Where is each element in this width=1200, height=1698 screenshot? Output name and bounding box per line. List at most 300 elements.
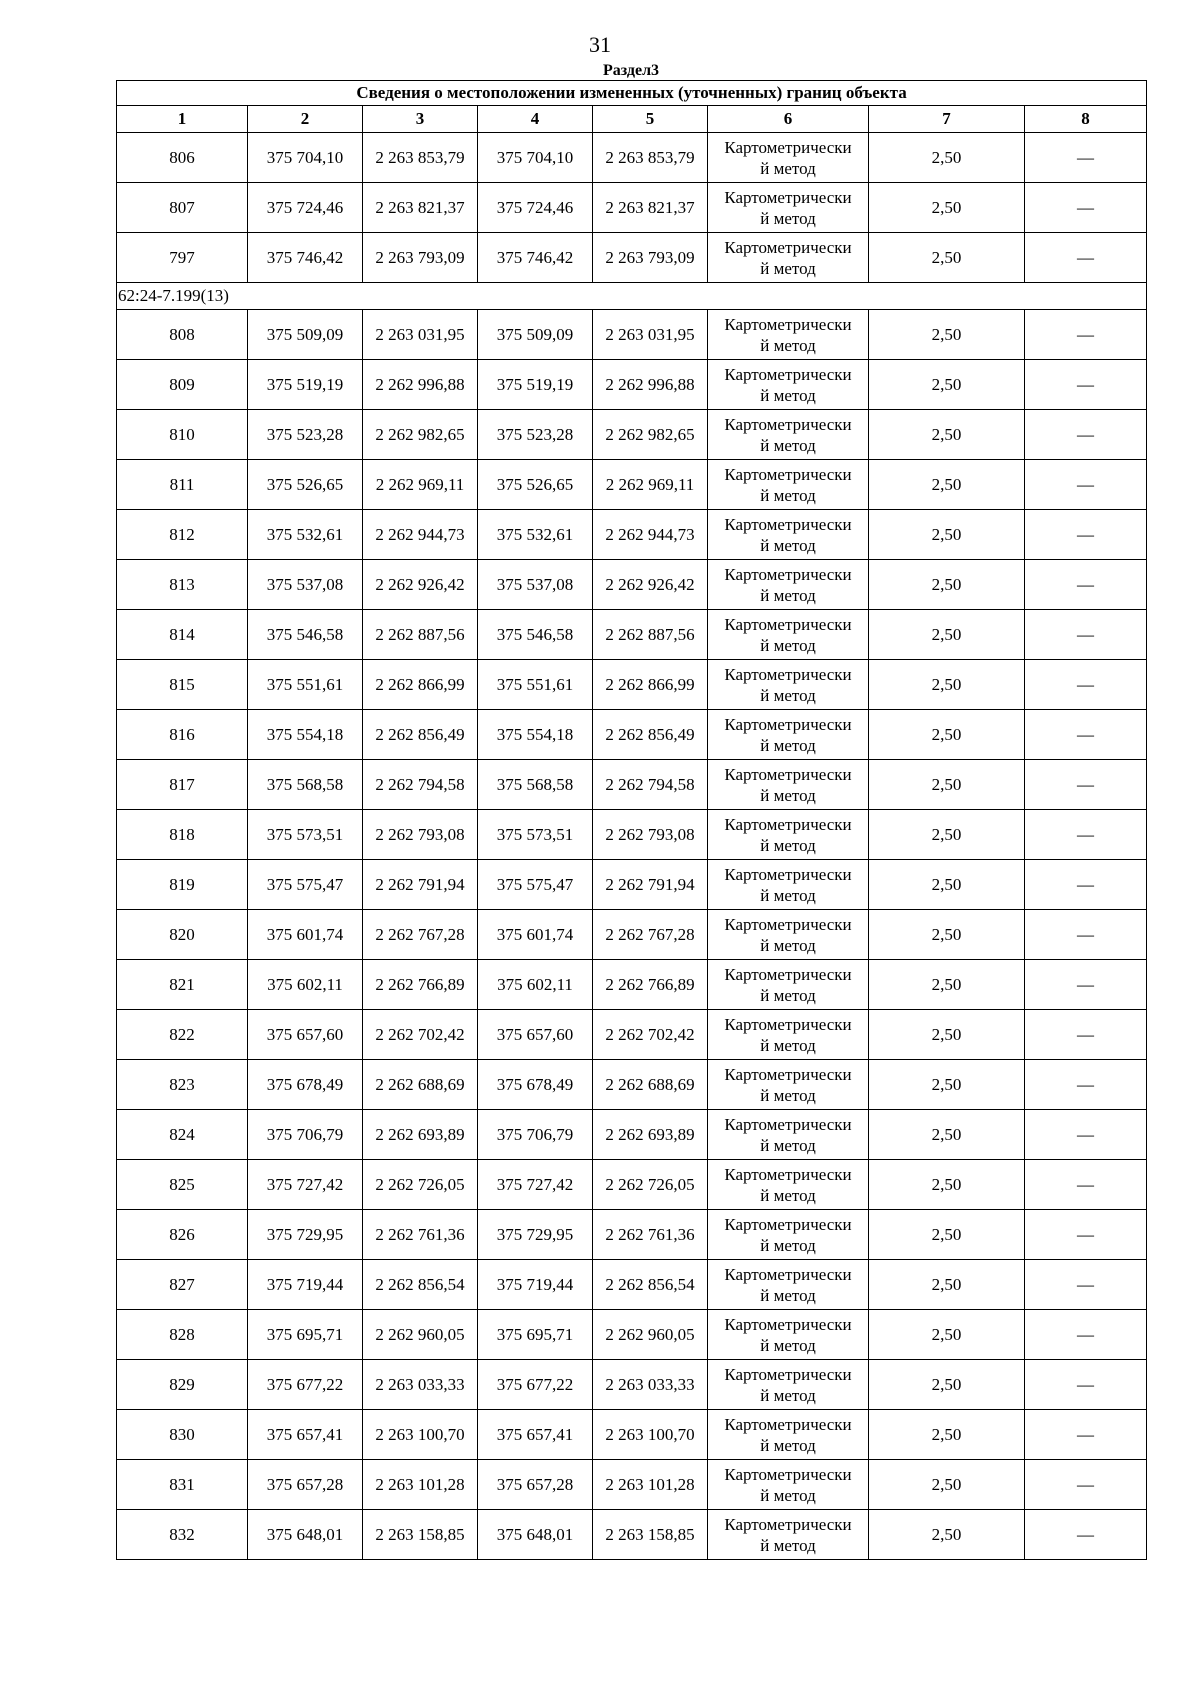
- y-new-cell: 2 262 960,05: [593, 1310, 708, 1360]
- method-line: Картометрически: [724, 237, 852, 257]
- accuracy-cell: 2,50: [869, 310, 1025, 360]
- y-existing-cell: 2 263 853,79: [363, 133, 478, 183]
- method-line: Картометрически: [724, 1364, 852, 1384]
- method-line: Картометрически: [724, 187, 852, 207]
- method-cell: [708, 810, 869, 860]
- y-new-cell: 2 262 856,54: [593, 1260, 708, 1310]
- column-number: 6: [708, 106, 869, 133]
- accuracy-cell: 2,50: [869, 360, 1025, 410]
- table-row: [117, 660, 1147, 710]
- x-existing-cell: 375 678,49: [248, 1060, 363, 1110]
- description-cell: —: [1025, 1410, 1147, 1460]
- y-existing-cell: 2 262 982,65: [363, 410, 478, 460]
- accuracy-cell: 2,50: [869, 1460, 1025, 1510]
- description-cell: —: [1025, 1060, 1147, 1110]
- x-new-cell: 375 523,28: [478, 410, 593, 460]
- method-line: й метод: [760, 1285, 816, 1305]
- table-row: [117, 1360, 1147, 1410]
- method-line: й метод: [760, 158, 816, 178]
- x-existing-cell: 375 727,42: [248, 1160, 363, 1210]
- y-existing-cell: 2 262 969,11: [363, 460, 478, 510]
- table-row: [117, 710, 1147, 760]
- x-existing-cell: 375 746,42: [248, 233, 363, 283]
- table-row: [117, 810, 1147, 860]
- y-new-cell: 2 262 794,58: [593, 760, 708, 810]
- y-new-cell: 2 262 944,73: [593, 510, 708, 560]
- y-new-cell: 2 262 866,99: [593, 660, 708, 710]
- x-new-cell: 375 602,11: [478, 960, 593, 1010]
- method-line: Картометрически: [724, 864, 852, 884]
- description-cell: —: [1025, 710, 1147, 760]
- y-existing-cell: 2 262 856,54: [363, 1260, 478, 1310]
- y-existing-cell: 2 262 767,28: [363, 910, 478, 960]
- point-number-cell: 822: [117, 1010, 248, 1060]
- description-cell: —: [1025, 1360, 1147, 1410]
- y-new-cell: 2 263 101,28: [593, 1460, 708, 1510]
- point-number-cell: 827: [117, 1260, 248, 1310]
- y-existing-cell: 2 262 688,69: [363, 1060, 478, 1110]
- method-line: Картометрически: [724, 964, 852, 984]
- method-line: Картометрически: [724, 914, 852, 934]
- x-existing-cell: 375 575,47: [248, 860, 363, 910]
- table-row: [117, 1510, 1147, 1560]
- x-new-cell: 375 554,18: [478, 710, 593, 760]
- table-caption: Сведения о местоположении измененных (уточненных) границ объекта: [117, 81, 1147, 106]
- x-new-cell: 375 551,61: [478, 660, 593, 710]
- method-line: Картометрически: [724, 1214, 852, 1234]
- description-cell: —: [1025, 810, 1147, 860]
- y-existing-cell: 2 263 100,70: [363, 1410, 478, 1460]
- point-number-cell: 829: [117, 1360, 248, 1410]
- table-row: [117, 1060, 1147, 1110]
- description-cell: —: [1025, 760, 1147, 810]
- x-existing-cell: 375 519,19: [248, 360, 363, 410]
- method-line: й метод: [760, 635, 816, 655]
- x-existing-cell: 375 602,11: [248, 960, 363, 1010]
- point-number-cell: 811: [117, 460, 248, 510]
- method-cell: [708, 860, 869, 910]
- accuracy-cell: 2,50: [869, 1210, 1025, 1260]
- point-number-cell: 821: [117, 960, 248, 1010]
- y-new-cell: 2 262 926,42: [593, 560, 708, 610]
- accuracy-cell: 2,50: [869, 610, 1025, 660]
- method-line: Картометрически: [724, 1064, 852, 1084]
- point-number-cell: 816: [117, 710, 248, 760]
- method-line: й метод: [760, 1085, 816, 1105]
- y-new-cell: 2 262 791,94: [593, 860, 708, 910]
- y-new-cell: 2 262 688,69: [593, 1060, 708, 1110]
- y-existing-cell: 2 263 821,37: [363, 183, 478, 233]
- method-line: й метод: [760, 585, 816, 605]
- x-existing-cell: 375 537,08: [248, 560, 363, 610]
- method-cell: [708, 460, 869, 510]
- description-cell: —: [1025, 910, 1147, 960]
- method-line: Картометрически: [724, 1114, 852, 1134]
- method-line: й метод: [760, 935, 816, 955]
- accuracy-cell: 2,50: [869, 1260, 1025, 1310]
- accuracy-cell: 2,50: [869, 660, 1025, 710]
- description-cell: —: [1025, 1510, 1147, 1560]
- method-line: Картометрически: [724, 314, 852, 334]
- x-existing-cell: 375 554,18: [248, 710, 363, 760]
- y-existing-cell: 2 263 033,33: [363, 1360, 478, 1410]
- method-line: й метод: [760, 685, 816, 705]
- x-new-cell: 375 657,60: [478, 1010, 593, 1060]
- method-cell: [708, 710, 869, 760]
- point-number-cell: 818: [117, 810, 248, 860]
- point-number-cell: 813: [117, 560, 248, 610]
- y-existing-cell: 2 262 793,08: [363, 810, 478, 860]
- method-line: Картометрически: [724, 464, 852, 484]
- description-cell: —: [1025, 133, 1147, 183]
- table-row: [117, 910, 1147, 960]
- accuracy-cell: 2,50: [869, 133, 1025, 183]
- y-existing-cell: 2 262 944,73: [363, 510, 478, 560]
- table-row: [117, 860, 1147, 910]
- method-line: Картометрически: [724, 1264, 852, 1284]
- y-new-cell: 2 263 033,33: [593, 1360, 708, 1410]
- accuracy-cell: 2,50: [869, 233, 1025, 283]
- table-row: [117, 510, 1147, 560]
- table-row: [117, 1260, 1147, 1310]
- table-row: [117, 960, 1147, 1010]
- x-existing-cell: 375 704,10: [248, 133, 363, 183]
- x-new-cell: 375 526,65: [478, 460, 593, 510]
- method-cell: [708, 360, 869, 410]
- point-number-cell: 831: [117, 1460, 248, 1510]
- y-existing-cell: 2 262 926,42: [363, 560, 478, 610]
- accuracy-cell: 2,50: [869, 560, 1025, 610]
- x-new-cell: 375 575,47: [478, 860, 593, 910]
- accuracy-cell: 2,50: [869, 1110, 1025, 1160]
- table-row: [117, 133, 1147, 183]
- point-number-cell: 814: [117, 610, 248, 660]
- method-cell: [708, 133, 869, 183]
- x-existing-cell: 375 532,61: [248, 510, 363, 560]
- x-new-cell: 375 704,10: [478, 133, 593, 183]
- method-line: й метод: [760, 335, 816, 355]
- description-cell: —: [1025, 1460, 1147, 1510]
- method-line: Картометрически: [724, 414, 852, 434]
- method-cell: [708, 1010, 869, 1060]
- method-cell: [708, 1310, 869, 1360]
- x-existing-cell: 375 657,41: [248, 1410, 363, 1460]
- x-existing-cell: 375 601,74: [248, 910, 363, 960]
- x-new-cell: 375 724,46: [478, 183, 593, 233]
- method-line: Картометрически: [724, 1164, 852, 1184]
- table-row: [117, 1460, 1147, 1510]
- point-number-cell: 820: [117, 910, 248, 960]
- y-existing-cell: 2 262 996,88: [363, 360, 478, 410]
- method-cell: [708, 910, 869, 960]
- point-number-cell: 810: [117, 410, 248, 460]
- x-new-cell: 375 532,61: [478, 510, 593, 560]
- method-line: Картометрически: [724, 714, 852, 734]
- x-existing-cell: 375 706,79: [248, 1110, 363, 1160]
- accuracy-cell: 2,50: [869, 760, 1025, 810]
- y-new-cell: 2 263 158,85: [593, 1510, 708, 1560]
- y-existing-cell: 2 262 766,89: [363, 960, 478, 1010]
- method-line: й метод: [760, 1435, 816, 1455]
- point-number-cell: 809: [117, 360, 248, 410]
- x-new-cell: 375 729,95: [478, 1210, 593, 1260]
- method-cell: [708, 660, 869, 710]
- page-number: 31: [589, 32, 611, 57]
- method-line: Картометрически: [724, 364, 852, 384]
- table-row: [117, 1160, 1147, 1210]
- y-new-cell: 2 262 969,11: [593, 460, 708, 510]
- method-line: Картометрически: [724, 514, 852, 534]
- method-line: й метод: [760, 1235, 816, 1255]
- y-existing-cell: 2 262 866,99: [363, 660, 478, 710]
- method-line: Картометрически: [724, 1414, 852, 1434]
- y-existing-cell: 2 262 856,49: [363, 710, 478, 760]
- accuracy-cell: 2,50: [869, 510, 1025, 560]
- column-number: 1: [117, 106, 248, 133]
- y-new-cell: 2 262 702,42: [593, 1010, 708, 1060]
- table-row: [117, 183, 1147, 233]
- x-new-cell: 375 601,74: [478, 910, 593, 960]
- table-row: [117, 410, 1147, 460]
- x-new-cell: 375 519,19: [478, 360, 593, 410]
- x-existing-cell: 375 695,71: [248, 1310, 363, 1360]
- x-existing-cell: 375 729,95: [248, 1210, 363, 1260]
- point-number-cell: 808: [117, 310, 248, 360]
- method-cell: [708, 1410, 869, 1460]
- column-number: 7: [869, 106, 1025, 133]
- y-new-cell: 2 263 821,37: [593, 183, 708, 233]
- method-line: й метод: [760, 885, 816, 905]
- table-row: [117, 1110, 1147, 1160]
- description-cell: —: [1025, 233, 1147, 283]
- x-existing-cell: 375 657,28: [248, 1460, 363, 1510]
- x-existing-cell: 375 526,65: [248, 460, 363, 510]
- y-existing-cell: 2 262 761,36: [363, 1210, 478, 1260]
- method-line: Картометрически: [724, 1314, 852, 1334]
- accuracy-cell: 2,50: [869, 860, 1025, 910]
- accuracy-cell: 2,50: [869, 1310, 1025, 1360]
- y-existing-cell: 2 262 794,58: [363, 760, 478, 810]
- description-cell: —: [1025, 183, 1147, 233]
- description-cell: —: [1025, 1010, 1147, 1060]
- y-existing-cell: 2 263 793,09: [363, 233, 478, 283]
- point-number-cell: 797: [117, 233, 248, 283]
- method-line: й метод: [760, 385, 816, 405]
- method-cell: [708, 233, 869, 283]
- description-cell: —: [1025, 610, 1147, 660]
- method-line: й метод: [760, 485, 816, 505]
- column-number-row: [117, 106, 1147, 133]
- x-new-cell: 375 695,71: [478, 1310, 593, 1360]
- y-new-cell: 2 263 100,70: [593, 1410, 708, 1460]
- x-new-cell: 375 727,42: [478, 1160, 593, 1210]
- description-cell: —: [1025, 510, 1147, 560]
- y-existing-cell: 2 263 031,95: [363, 310, 478, 360]
- table-row: [117, 760, 1147, 810]
- description-cell: —: [1025, 660, 1147, 710]
- point-number-cell: 815: [117, 660, 248, 710]
- x-new-cell: 375 568,58: [478, 760, 593, 810]
- table-row: [117, 1310, 1147, 1360]
- method-cell: [708, 560, 869, 610]
- table-row: [117, 460, 1147, 510]
- description-cell: —: [1025, 960, 1147, 1010]
- boundary-coordinates-table: [116, 80, 1147, 1560]
- point-number-cell: 825: [117, 1160, 248, 1210]
- x-new-cell: 375 573,51: [478, 810, 593, 860]
- method-cell: [708, 960, 869, 1010]
- y-existing-cell: 2 262 887,56: [363, 610, 478, 660]
- method-line: Картометрически: [724, 564, 852, 584]
- y-new-cell: 2 262 982,65: [593, 410, 708, 460]
- y-new-cell: 2 262 996,88: [593, 360, 708, 410]
- accuracy-cell: 2,50: [869, 410, 1025, 460]
- y-new-cell: 2 262 856,49: [593, 710, 708, 760]
- method-line: й метод: [760, 1035, 816, 1055]
- method-line: й метод: [760, 1135, 816, 1155]
- method-line: Картометрически: [724, 814, 852, 834]
- description-cell: —: [1025, 410, 1147, 460]
- section-label: Раздел3: [602, 62, 660, 79]
- y-new-cell: 2 262 726,05: [593, 1160, 708, 1210]
- column-number: 8: [1025, 106, 1147, 133]
- accuracy-cell: 2,50: [869, 910, 1025, 960]
- table-row: [117, 1210, 1147, 1260]
- method-line: Картометрически: [724, 764, 852, 784]
- method-line: й метод: [760, 1335, 816, 1355]
- table-row: [117, 360, 1147, 410]
- description-cell: —: [1025, 360, 1147, 410]
- method-cell: [708, 1460, 869, 1510]
- accuracy-cell: 2,50: [869, 1410, 1025, 1460]
- description-cell: —: [1025, 1310, 1147, 1360]
- x-existing-cell: 375 551,61: [248, 660, 363, 710]
- point-number-cell: 826: [117, 1210, 248, 1260]
- method-line: й метод: [760, 208, 816, 228]
- table-row: [117, 310, 1147, 360]
- method-line: й метод: [760, 835, 816, 855]
- x-existing-cell: 375 509,09: [248, 310, 363, 360]
- y-existing-cell: 2 262 693,89: [363, 1110, 478, 1160]
- table-row: [117, 610, 1147, 660]
- accuracy-cell: 2,50: [869, 460, 1025, 510]
- y-existing-cell: 2 262 726,05: [363, 1160, 478, 1210]
- y-new-cell: 2 262 761,36: [593, 1210, 708, 1260]
- method-line: й метод: [760, 435, 816, 455]
- point-number-cell: 812: [117, 510, 248, 560]
- x-new-cell: 375 678,49: [478, 1060, 593, 1110]
- method-cell: [708, 1360, 869, 1410]
- column-number: 3: [363, 106, 478, 133]
- description-cell: —: [1025, 310, 1147, 360]
- x-new-cell: 375 546,58: [478, 610, 593, 660]
- table-row: [117, 1410, 1147, 1460]
- group-row: [117, 283, 1147, 310]
- point-number-cell: 824: [117, 1110, 248, 1160]
- column-number: 4: [478, 106, 593, 133]
- method-cell: [708, 310, 869, 360]
- method-line: й метод: [760, 1385, 816, 1405]
- method-cell: [708, 1210, 869, 1260]
- method-line: Картометрически: [724, 137, 852, 157]
- column-number: 2: [248, 106, 363, 133]
- description-cell: —: [1025, 560, 1147, 610]
- x-new-cell: 375 746,42: [478, 233, 593, 283]
- method-line: й метод: [760, 785, 816, 805]
- x-existing-cell: 375 724,46: [248, 183, 363, 233]
- method-line: й метод: [760, 735, 816, 755]
- method-line: й метод: [760, 258, 816, 278]
- x-existing-cell: 375 568,58: [248, 760, 363, 810]
- description-cell: —: [1025, 1210, 1147, 1260]
- x-existing-cell: 375 719,44: [248, 1260, 363, 1310]
- y-existing-cell: 2 262 702,42: [363, 1010, 478, 1060]
- x-new-cell: 375 657,28: [478, 1460, 593, 1510]
- table-row: [117, 233, 1147, 283]
- accuracy-cell: 2,50: [869, 183, 1025, 233]
- y-new-cell: 2 262 793,08: [593, 810, 708, 860]
- x-existing-cell: 375 657,60: [248, 1010, 363, 1060]
- accuracy-cell: 2,50: [869, 710, 1025, 760]
- point-number-cell: 823: [117, 1060, 248, 1110]
- y-existing-cell: 2 262 960,05: [363, 1310, 478, 1360]
- table-row: [117, 1010, 1147, 1060]
- accuracy-cell: 2,50: [869, 1010, 1025, 1060]
- method-cell: [708, 760, 869, 810]
- method-line: й метод: [760, 985, 816, 1005]
- x-new-cell: 375 719,44: [478, 1260, 593, 1310]
- point-number-cell: 819: [117, 860, 248, 910]
- accuracy-cell: 2,50: [869, 1360, 1025, 1410]
- cadastral-group-label: 62:24-7.199(13): [117, 283, 1147, 310]
- x-existing-cell: 375 677,22: [248, 1360, 363, 1410]
- method-line: й метод: [760, 535, 816, 555]
- point-number-cell: 830: [117, 1410, 248, 1460]
- point-number-cell: 807: [117, 183, 248, 233]
- y-existing-cell: 2 262 791,94: [363, 860, 478, 910]
- description-cell: —: [1025, 460, 1147, 510]
- method-cell: [708, 1060, 869, 1110]
- method-cell: [708, 1510, 869, 1560]
- point-number-cell: 806: [117, 133, 248, 183]
- description-cell: —: [1025, 1160, 1147, 1210]
- y-existing-cell: 2 263 158,85: [363, 1510, 478, 1560]
- method-cell: [708, 510, 869, 560]
- description-cell: —: [1025, 860, 1147, 910]
- method-cell: [708, 183, 869, 233]
- method-line: Картометрически: [724, 614, 852, 634]
- point-number-cell: 828: [117, 1310, 248, 1360]
- method-cell: [708, 410, 869, 460]
- table-row: [117, 560, 1147, 610]
- column-number: 5: [593, 106, 708, 133]
- description-cell: —: [1025, 1110, 1147, 1160]
- y-new-cell: 2 262 766,89: [593, 960, 708, 1010]
- y-existing-cell: 2 263 101,28: [363, 1460, 478, 1510]
- method-line: й метод: [760, 1485, 816, 1505]
- x-new-cell: 375 657,41: [478, 1410, 593, 1460]
- y-new-cell: 2 263 853,79: [593, 133, 708, 183]
- accuracy-cell: 2,50: [869, 1060, 1025, 1110]
- y-new-cell: 2 262 887,56: [593, 610, 708, 660]
- description-cell: —: [1025, 1260, 1147, 1310]
- accuracy-cell: 2,50: [869, 1510, 1025, 1560]
- y-new-cell: 2 262 693,89: [593, 1110, 708, 1160]
- y-new-cell: 2 263 031,95: [593, 310, 708, 360]
- method-cell: [708, 1110, 869, 1160]
- method-line: Картометрически: [724, 1464, 852, 1484]
- method-line: й метод: [760, 1185, 816, 1205]
